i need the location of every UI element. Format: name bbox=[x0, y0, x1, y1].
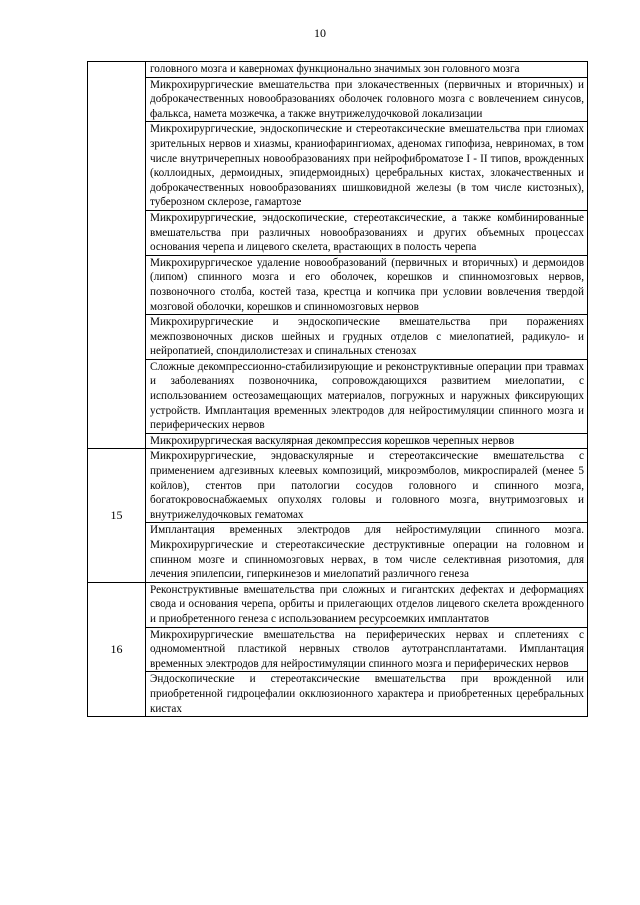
procedure-cell: головного мозга и каверномах функционально значимых зон головного мозга bbox=[146, 62, 588, 78]
group-number-cell bbox=[88, 62, 146, 449]
group-number-cell: 16 bbox=[88, 582, 146, 716]
table-row bbox=[88, 255, 588, 314]
table-row bbox=[88, 62, 588, 78]
table-row bbox=[88, 627, 588, 672]
group-number-cell: 15 bbox=[88, 449, 146, 582]
procedure-cell: Микрохирургические, эндоскопические, стереотаксические, а также комбинированные вмешательства при различных новообразованиях и других объемных процессах основания черепа и лицевого скелета, врастающих в полость черепа bbox=[146, 210, 588, 255]
procedure-cell: Микрохирургическая васкулярная декомпрессия корешков черепных нервов bbox=[146, 433, 588, 449]
table-row bbox=[88, 433, 588, 449]
procedure-cell: Микрохирургические вмешательства при злокачественных (первичных и вторичных) и доброкачественных новообразованиях оболочек головного мозга с вовлечением синусов, фалькса, намета мозжечка, а также внутрижелудочковой локализации bbox=[146, 77, 588, 122]
procedure-cell: Микрохирургические, эндоваскулярные и стереотаксические вмешательства с применением адгезивных клеевых композиций, микроэмболов, микроспиралей (менее 5 койлов), стентов при патологии сосудов головного и спинного мозга, богатокровоснабжаемых опухолях головы и головного мозга, внутримозговых и внутрижелудочковых гематомах bbox=[146, 449, 588, 523]
procedure-cell: Реконструктивные вмешательства при сложных и гигантских дефектах и деформациях свода и основания черепа, орбиты и прилегающих отделов лицевого скелета врожденного и приобретенного генеза с использованием ресурсоемких имплантатов bbox=[146, 582, 588, 627]
table-row bbox=[88, 122, 588, 211]
table-row bbox=[88, 672, 588, 717]
table-row bbox=[88, 77, 588, 122]
procedure-cell: Микрохирургические, эндоскопические и стереотаксические вмешательства при глиомах зрительных нервов и хиазмы, краниофарингиомах, аденомах гипофиза, невриномах, в том числе внутричерепных новообразованиях при нейрофиброматозе I - II типов, врожденных (коллоидных, дермоидных, эпидермоидных) церебральных кистах, злокачественных и доброкачественных новообразованиях шишковидной железы (в том числе кистозных), туберозном склерозе, гамартозе bbox=[146, 122, 588, 211]
procedure-cell: Эндоскопические и стереотаксические вмешательства при врожденной или приобретенной гидроцефалии окклюзионного характера и приобретенных церебральных кистах bbox=[146, 672, 588, 717]
table-row bbox=[88, 315, 588, 360]
table-row bbox=[88, 582, 588, 627]
procedure-cell: Имплантация временных электродов для нейростимуляции спинного мозга. Микрохирургические и стереотаксические деструктивные операции на головном и спинном мозге и спинномозговых нервах, в том числе селективная ризотомия, для лечения эпилепсии, гиперкинезов и миелопатий различного генеза bbox=[146, 523, 588, 582]
page-number: 10 bbox=[314, 26, 326, 40]
procedure-cell: Сложные декомпрессионно-стабилизирующие и реконструктивные операции при травмах и заболеваниях позвоночника, сопровождающихся развитием миелопатии, с использованием остеозамещающих материалов, погружных и наружных фиксирующих устройств. Имплантация временных электродов для нейростимуляции спинного мозга и периферических нервов bbox=[146, 359, 588, 433]
procedures-table bbox=[87, 61, 588, 717]
procedure-cell: Микрохирургические и эндоскопические вмешательства при поражениях межпозвоночных дисков шейных и грудных отделов с миелопатией, радикуло- и нейропатией, спондилолистезах и спинальных стенозах bbox=[146, 315, 588, 360]
procedure-cell: Микрохирургические вмешательства на периферических нервах и сплетениях с одномоментной пластикой нервных стволов аутотрансплантатами. Имплантация временных электродов для нейростимуляции спинного мозга и периферических нервов bbox=[146, 627, 588, 672]
table-row bbox=[88, 449, 588, 523]
table-row bbox=[88, 359, 588, 433]
table-row bbox=[88, 210, 588, 255]
procedure-cell: Микрохирургическое удаление новообразований (первичных и вторичных) и дермоидов (липом) спинного мозга и его оболочек, корешков и спинномозговых нервов, позвоночного столба, костей таза, крестца и копчика при условии вовлечения твердой мозговой оболочки, корешков и спинномозговых нервов bbox=[146, 255, 588, 314]
table-row bbox=[88, 523, 588, 582]
